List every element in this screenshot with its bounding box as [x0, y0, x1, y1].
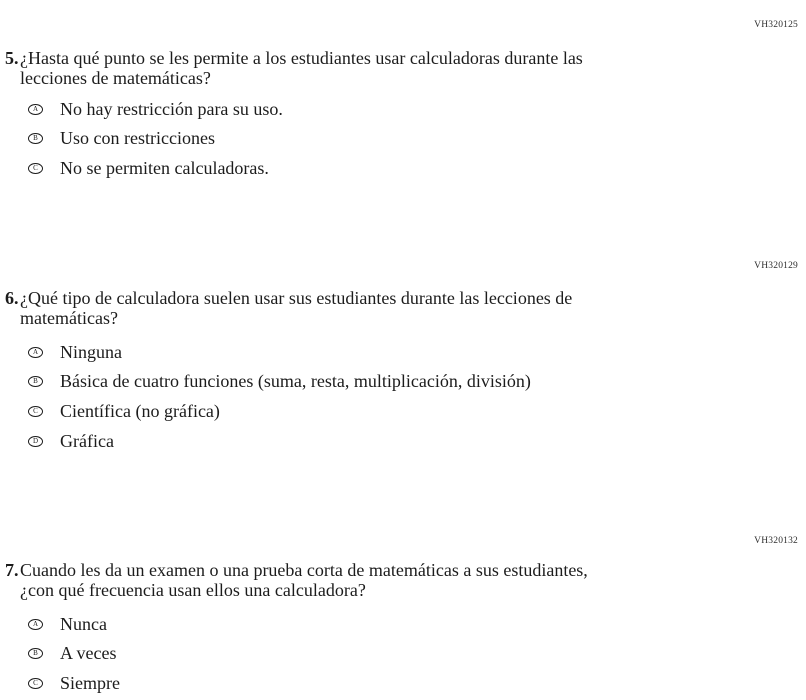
option-label: No se permiten calculadoras.: [60, 158, 269, 178]
option-6-c: [28, 401, 220, 421]
answer-bubble-c[interactable]: [28, 678, 43, 689]
question-7: [5, 560, 588, 600]
question-6: [5, 288, 572, 328]
bubble-letter: A: [32, 347, 39, 356]
bubble-letter: B: [33, 648, 38, 657]
question-5: [5, 48, 583, 88]
bubble-letter: C: [33, 163, 38, 172]
option-6-a: [28, 342, 122, 362]
bubble-letter: D: [32, 436, 39, 445]
option-7-b: [28, 643, 116, 663]
question-line: ¿con qué frecuencia usan ellos una calculadora?: [20, 580, 366, 600]
answer-bubble-b[interactable]: [28, 648, 43, 659]
option-label: No hay restricción para su uso.: [60, 99, 283, 119]
option-label: Ninguna: [60, 342, 122, 362]
question-line: lecciones de matemáticas?: [20, 68, 211, 88]
option-label: Uso con restricciones: [60, 128, 215, 148]
option-7-a: [28, 614, 107, 634]
option-label: A veces: [60, 643, 117, 663]
bubble-letter: A: [32, 619, 39, 628]
bubble-letter: B: [33, 376, 38, 385]
answer-bubble-a[interactable]: [28, 347, 43, 358]
question-line: Cuando les da un examen o una prueba corta de matemáticas a sus estudiantes,: [20, 560, 588, 580]
question-6-number: 6.: [5, 288, 19, 308]
option-5-a: [28, 99, 283, 119]
answer-bubble-d[interactable]: [28, 436, 43, 447]
option-5-c: [28, 158, 269, 178]
item-code-5: VH320125: [754, 20, 798, 30]
question-line: ¿Hasta qué punto se les permite a los estudiantes usar calculadoras durante las: [20, 48, 583, 68]
question-6-text: [20, 288, 572, 328]
option-5-b: [28, 128, 215, 148]
item-code-6: VH320129: [754, 261, 798, 271]
option-label: Científica (no gráfica): [60, 401, 220, 421]
bubble-letter: C: [33, 406, 38, 415]
question-line: ¿Qué tipo de calculadora suelen usar sus estudiantes durante las lecciones de: [20, 288, 573, 308]
answer-bubble-b[interactable]: [28, 133, 43, 144]
bubble-letter: C: [33, 678, 38, 687]
option-label: Siempre: [60, 673, 120, 693]
question-5-number: 5.: [5, 48, 19, 68]
item-code-7: VH320132: [754, 536, 798, 546]
option-label: Básica de cuatro funciones (suma, resta, multiplicación, división): [60, 371, 531, 391]
answer-bubble-a[interactable]: [28, 104, 43, 115]
bubble-letter: A: [32, 104, 39, 113]
option-label: Nunca: [60, 614, 107, 634]
question-7-number: 7.: [5, 560, 19, 580]
answer-bubble-c[interactable]: [28, 163, 43, 174]
question-5-text: [20, 48, 583, 88]
question-7-text: [20, 560, 588, 600]
option-7-c: [28, 673, 120, 693]
option-label: Gráfica: [60, 431, 114, 451]
bubble-letter: B: [33, 133, 38, 142]
question-line: matemáticas?: [20, 308, 118, 328]
answer-bubble-c[interactable]: [28, 406, 43, 417]
answer-bubble-b[interactable]: [28, 376, 43, 387]
option-6-d: [28, 431, 114, 451]
answer-bubble-a[interactable]: [28, 619, 43, 630]
option-6-b: [28, 371, 531, 391]
